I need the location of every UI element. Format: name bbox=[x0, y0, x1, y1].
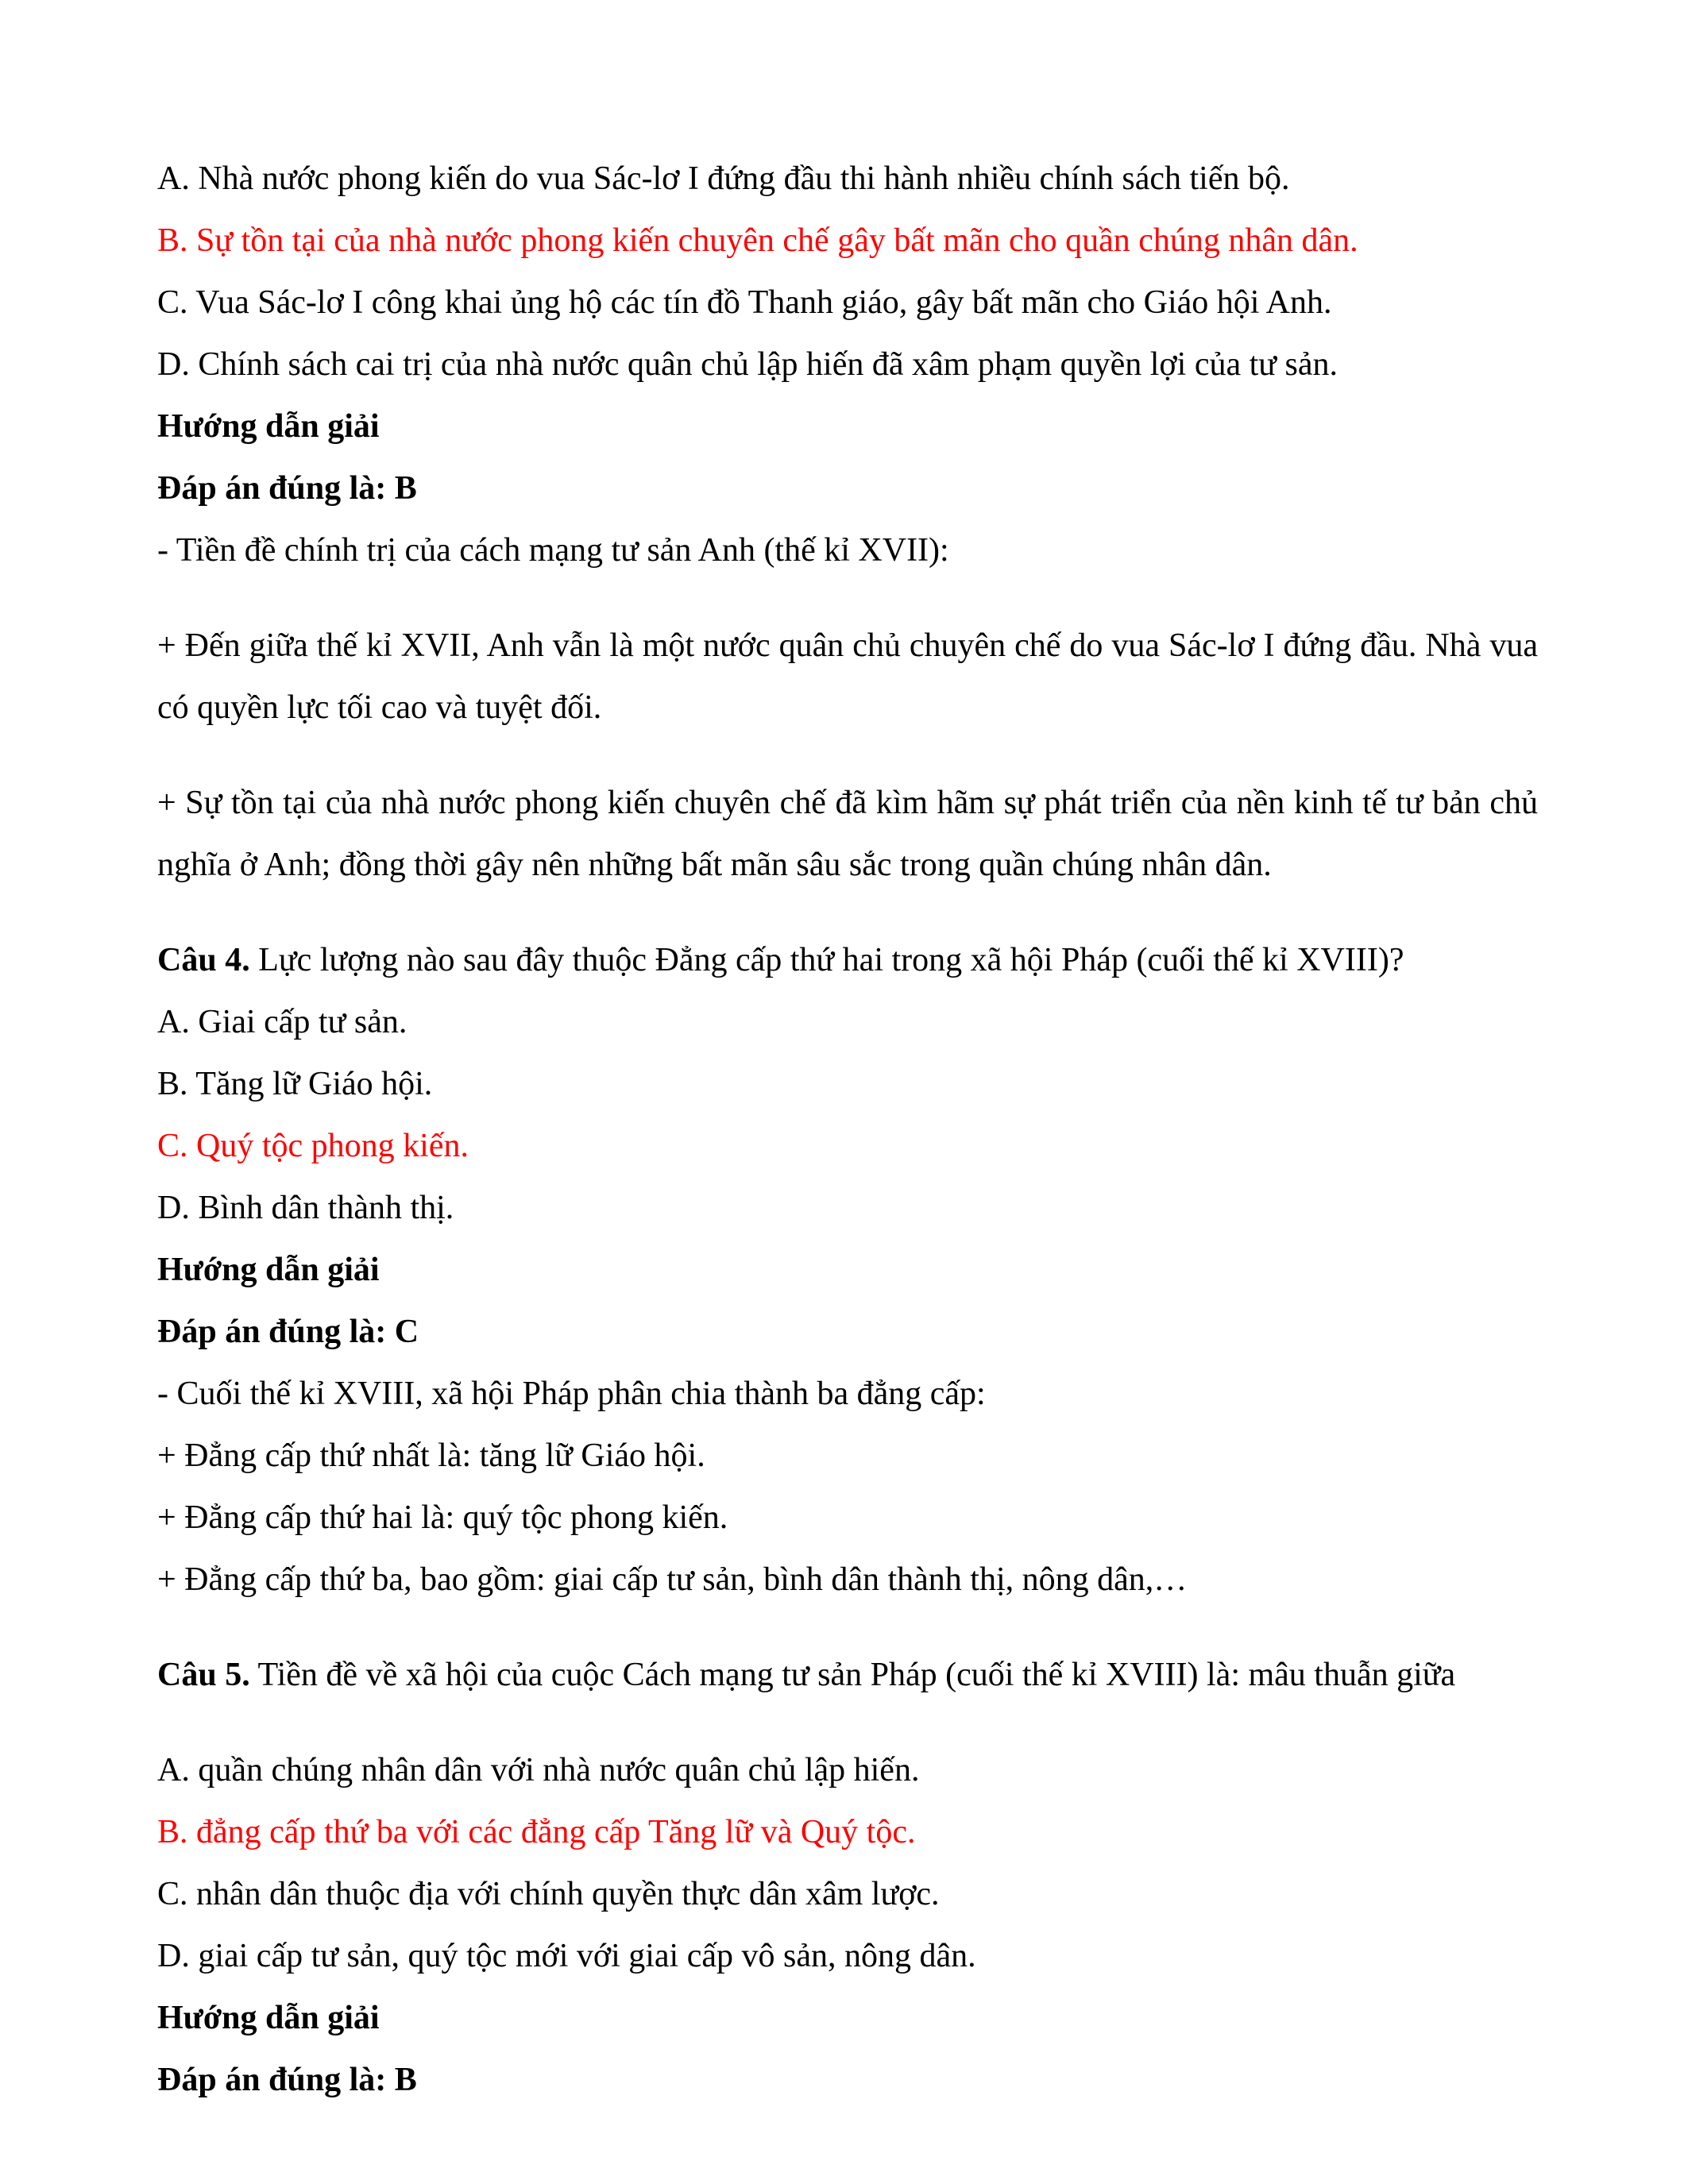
q4-explanation-point-3: + Đẳng cấp thứ ba, bao gồm: giai cấp tư sản, bình dân thành thị, nông dân,… bbox=[157, 1561, 1188, 1598]
q4-guide-heading: Hướng dẫn giải bbox=[157, 1252, 380, 1288]
q4-question bbox=[157, 929, 1538, 991]
q4-label: Câu 4. bbox=[157, 942, 250, 978]
q5-option-c: C. nhân dân thuộc địa với chính quyền thực dân xâm lược. bbox=[157, 1876, 940, 1912]
q3-option-d: D. Chính sách cai trị của nhà nước quân chủ lập hiến đã xâm phạm quyền lợi của tư sản. bbox=[157, 346, 1338, 383]
q4-option-d: D. Bình dân thành thị. bbox=[157, 1190, 454, 1226]
q3-explanation-intro: - Tiền đề chính trị của cách mạng tư sản Anh (thế kỉ XVII): bbox=[157, 532, 949, 569]
q4-explanation-point-2: + Đẳng cấp thứ hai là: quý tộc phong kiến. bbox=[157, 1499, 728, 1536]
q3-option-b-correct: B. Sự tồn tại của nhà nước phong kiến chuyên chế gây bất mãn cho quần chúng nhân dân. bbox=[157, 222, 1358, 259]
q4-explanation-point-1: + Đẳng cấp thứ nhất là: tăng lữ Giáo hội. bbox=[157, 1437, 705, 1474]
q3-explanation-point-1: + Đến giữa thế kỉ XVII, Anh vẫn là một nước quân chủ chuyên chế do vua Sác-lơ I đứng đầu. Nhà vua có quyền lực tối cao và tuyệt đối. bbox=[157, 627, 1538, 726]
q4-option-b: B. Tăng lữ Giáo hội. bbox=[157, 1066, 433, 1102]
q5-guide-heading: Hướng dẫn giải bbox=[157, 2000, 380, 2036]
q3-explanation-point-2: + Sự tồn tại của nhà nước phong kiến chuyên chế đã kìm hãm sự phát triển của nền kinh tế tư bản chủ nghĩa ở Anh; đồng thời gây nên những bất mãn sâu sắc trong quần chúng nhân dân. bbox=[157, 785, 1538, 883]
q5-option-d: D. giai cấp tư sản, quý tộc mới với giai cấp vô sản, nông dân. bbox=[157, 1938, 976, 1974]
q3-guide-heading: Hướng dẫn giải bbox=[157, 408, 380, 445]
q5-option-a: A. quần chúng nhân dân với nhà nước quân chủ lập hiến. bbox=[157, 1752, 920, 1788]
q4-answer: Đáp án đúng là: C bbox=[157, 1314, 419, 1350]
q4-option-a: A. Giai cấp tư sản. bbox=[157, 1004, 408, 1040]
q4-option-c-correct: C. Quý tộc phong kiến. bbox=[157, 1128, 469, 1164]
q4-explanation-intro: - Cuối thế kỉ XVIII, xã hội Pháp phân chia thành ba đẳng cấp: bbox=[157, 1376, 986, 1412]
q5-answer: Đáp án đúng là: B bbox=[157, 2062, 417, 2098]
q5-question-text: Tiền đề về xã hội của cuộc Cách mạng tư sản Pháp (cuối thế kỉ XVIII) là: mâu thuẫn giữa bbox=[249, 1657, 1456, 1693]
q4-question-text: Lực lượng nào sau đây thuộc Đẳng cấp thứ hai trong xã hội Pháp (cuối thế kỉ XVIII)? bbox=[249, 942, 1404, 978]
q5-option-b-correct: B. đẳng cấp thứ ba với các đẳng cấp Tăng lữ và Quý tộc. bbox=[157, 1814, 916, 1850]
q5-label: Câu 5. bbox=[157, 1657, 250, 1693]
q3-answer: Đáp án đúng là: B bbox=[157, 470, 417, 507]
q3-option-a: A. Nhà nước phong kiến do vua Sác-lơ I đứng đầu thi hành nhiều chính sách tiến bộ. bbox=[157, 160, 1290, 197]
q3-option-c: C. Vua Sác-lơ I công khai ủng hộ các tín đồ Thanh giáo, gây bất mãn cho Giáo hội Anh. bbox=[157, 284, 1332, 321]
document-page bbox=[157, 148, 1538, 2111]
q5-question bbox=[157, 1644, 1538, 1706]
